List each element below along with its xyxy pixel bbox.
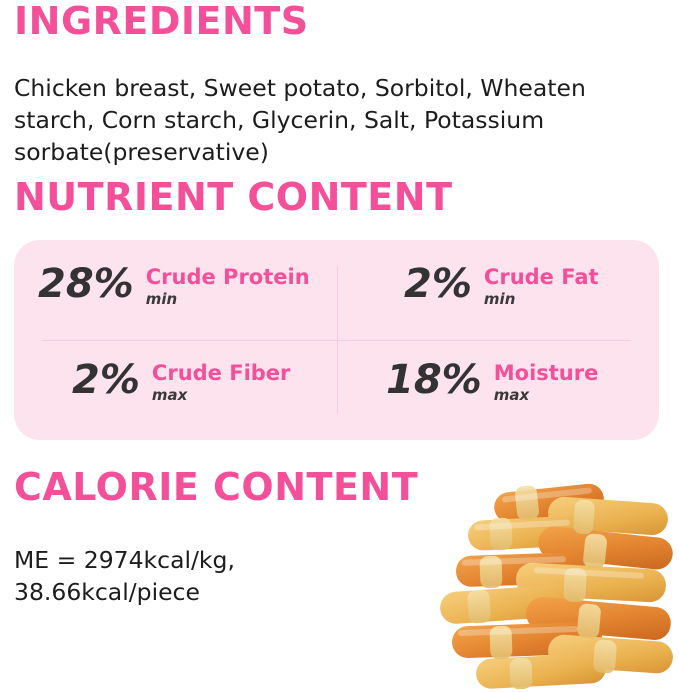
- nutrient-name: Moisture: [493, 361, 599, 385]
- ingredients-heading: INGREDIENTS: [14, 0, 309, 43]
- nutrient-qualifier: min: [145, 290, 178, 309]
- calorie-content-text: ME = 2974kcal/kg, 38.66kcal/piece: [14, 545, 235, 606]
- nutrient-value: 18%: [386, 357, 482, 403]
- nutrient-qualifier: max: [493, 386, 530, 405]
- nutrient-item-moisture: [386, 358, 646, 404]
- nutrient-content-panel: [14, 240, 659, 440]
- panel-horizontal-divider: [42, 340, 631, 341]
- product-photo: [398, 470, 679, 692]
- nutrient-name: Crude Fat: [483, 265, 599, 289]
- ingredients-text: Chicken breast, Sweet potato, Sorbitol, Wheaten starch, Corn starch, Glycerin, Salt, Potassium sorbate(preservative): [14, 73, 586, 167]
- nutrient-name: Crude Protein: [145, 265, 310, 289]
- calorie-content-heading: CALORIE CONTENT: [14, 465, 419, 509]
- nutrient-value: 28%: [38, 261, 134, 307]
- nutrient-value: 2%: [404, 261, 472, 307]
- nutrient-item-crude-fat: [404, 262, 654, 308]
- nutrient-qualifier: max: [151, 386, 188, 405]
- nutrient-qualifier: min: [483, 290, 516, 309]
- nutrient-label-group: [494, 358, 599, 404]
- nutrient-name: Crude Fiber: [151, 361, 291, 385]
- nutrient-content-heading: NUTRIENT CONTENT: [14, 175, 453, 219]
- nutrient-label-group: [484, 262, 599, 308]
- nutrient-value: 2%: [72, 357, 140, 403]
- nutrient-item-crude-fiber: [72, 358, 352, 404]
- nutrient-label-group: [152, 358, 290, 404]
- nutrient-label-group: [146, 262, 310, 308]
- nutrient-item-crude-protein: [38, 262, 328, 308]
